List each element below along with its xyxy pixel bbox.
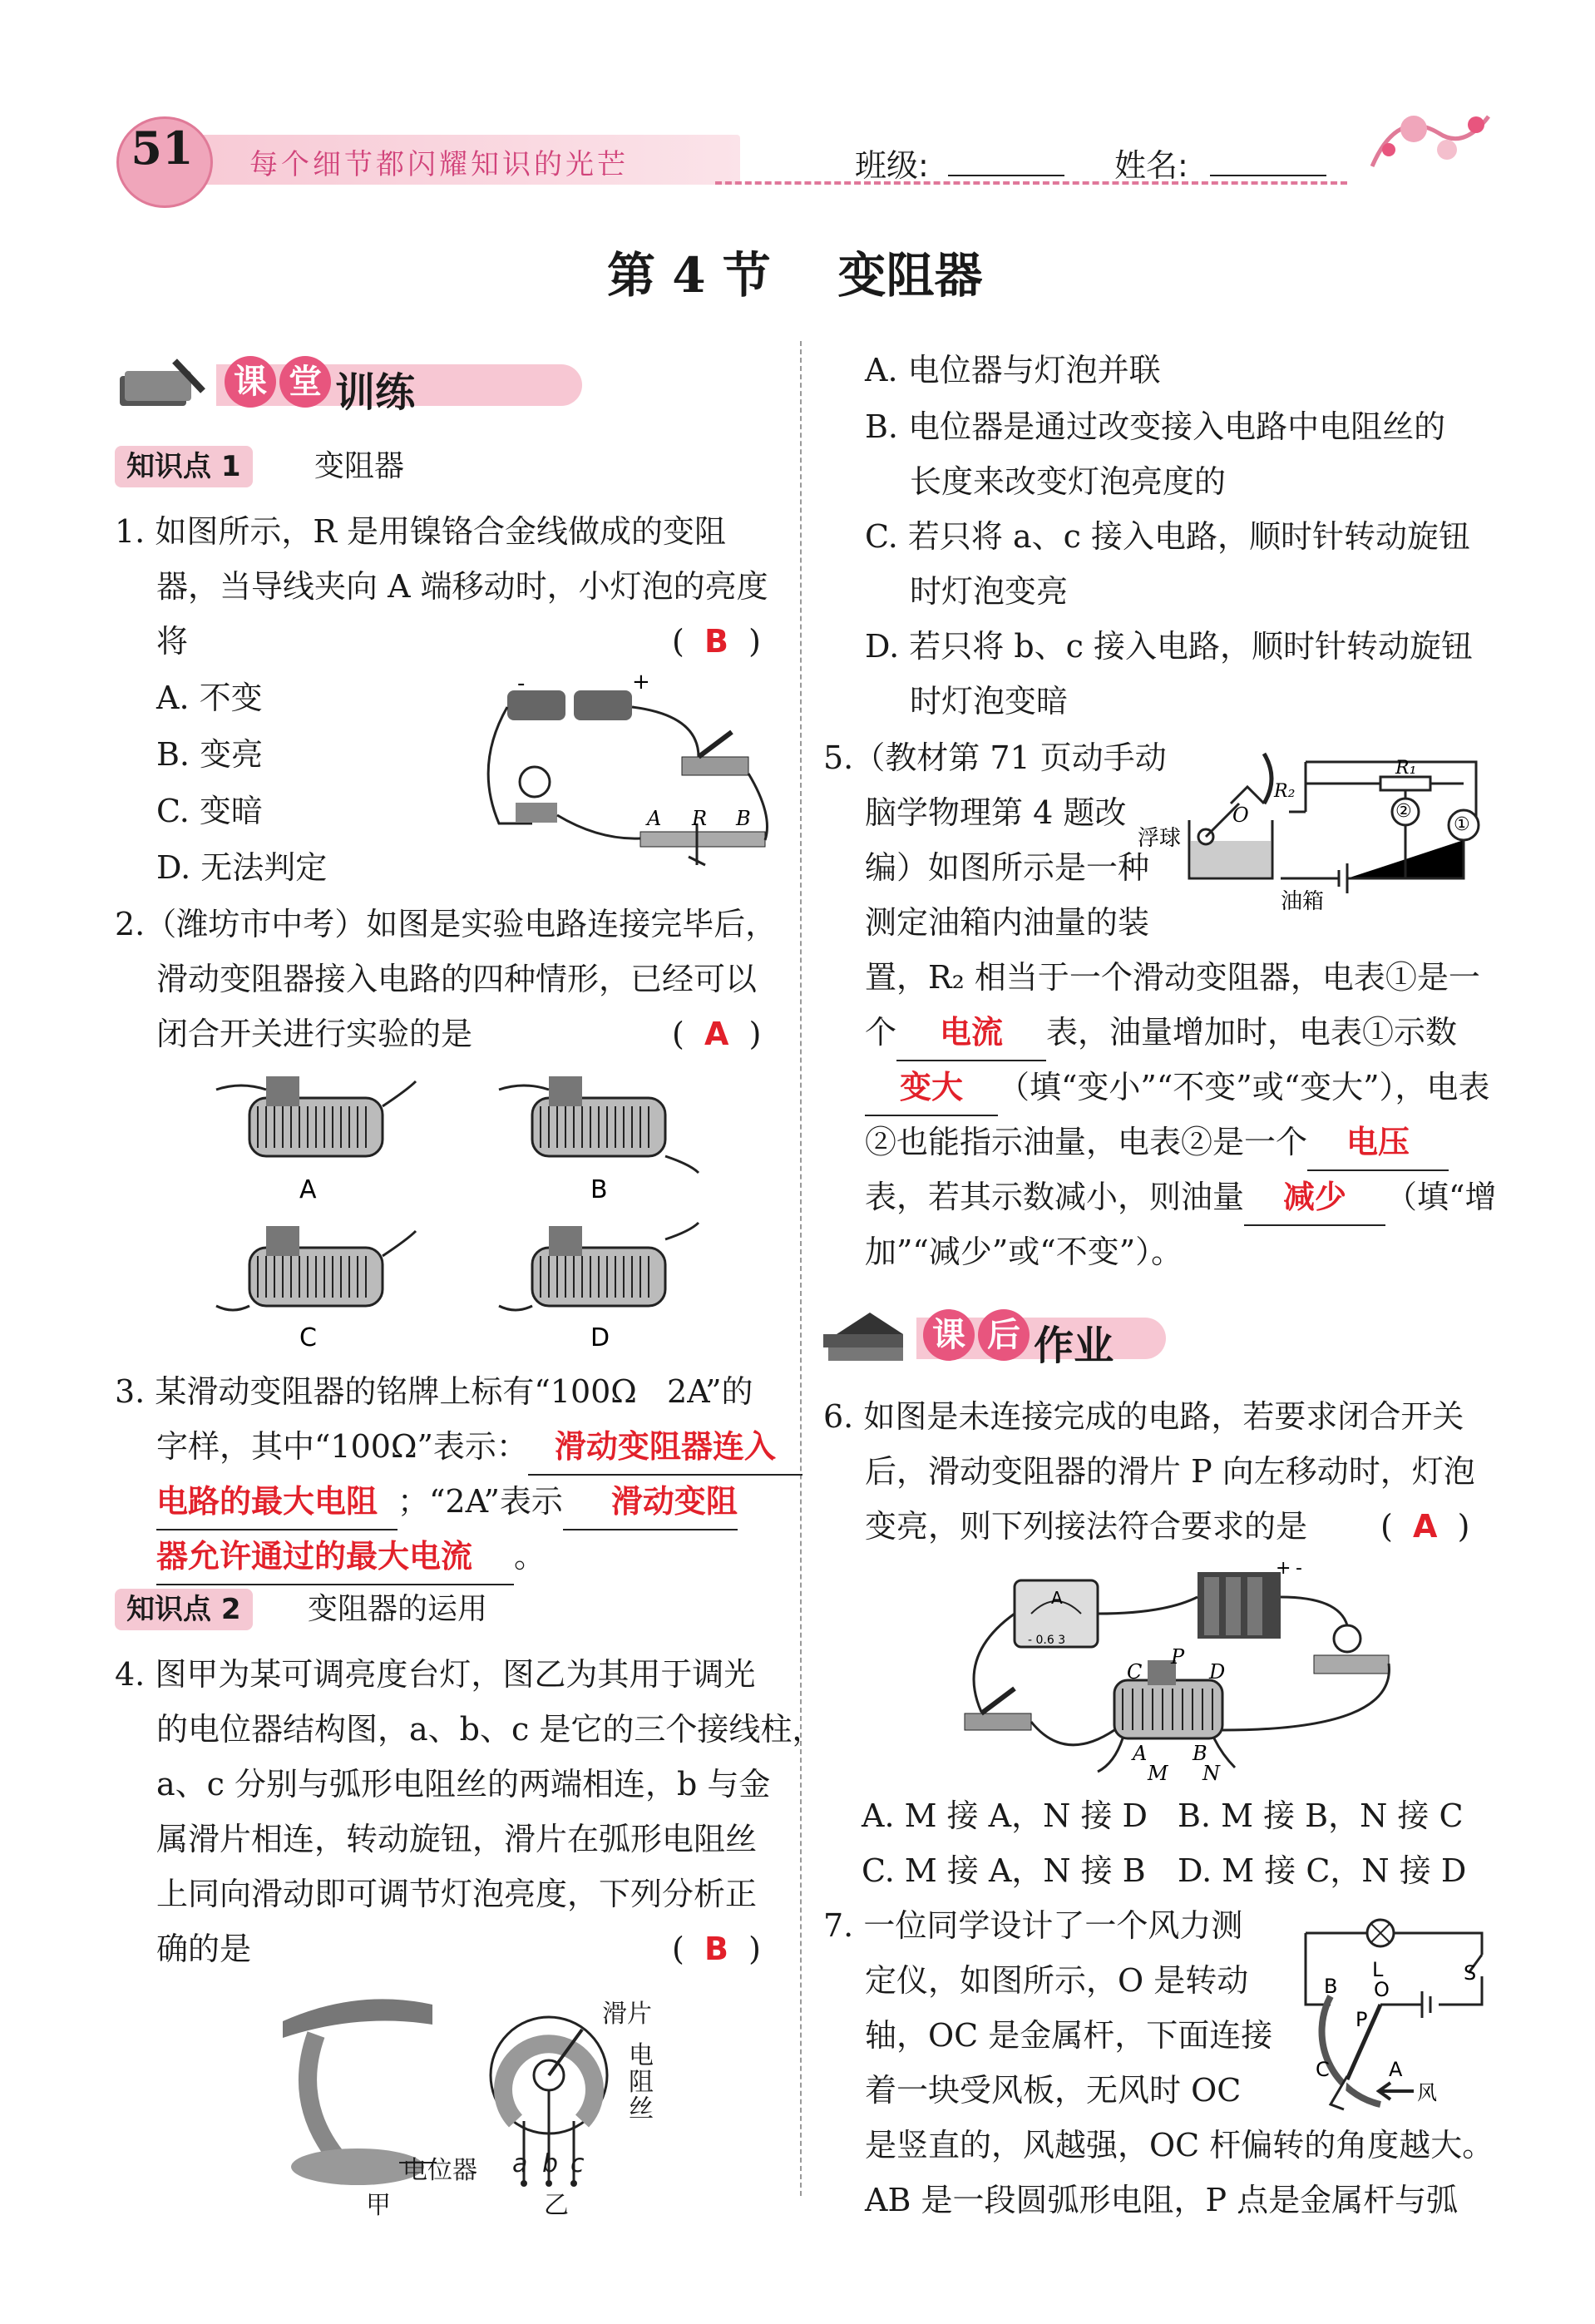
q6-line2: 后，滑动变阻器的滑片 P 向左移动时，灯泡 [865,1453,1475,1490]
q5-line5: 置，R₂ 相当于一个滑动变阻器，电表①是一 [865,959,1480,996]
q5-answer-3: 电压 [1307,1115,1449,1171]
q2-fig-label-a: A [299,1175,317,1204]
q2-answer: A [704,1016,729,1052]
q5-line8: ②也能指示油量，电表②是一个 电压 [865,1115,1449,1171]
q1-option-c: C. 变暗 [156,793,263,829]
knowledge-title-1: 变阻器 [314,449,405,483]
q5-line1: 5.（教材第 71 页动手动 [823,739,1167,776]
q7-fig-a: A [1389,2058,1403,2081]
q7-fig-l: L [1372,1958,1384,1981]
q5-fig-meter2: ② [1395,801,1412,822]
q1-answer: B [704,623,728,660]
q4-fig-yi: 乙 [544,2191,569,2220]
q5-answer-1: 电流 [896,1005,1046,1061]
q7-fig-wind: 风 [1417,2081,1437,2104]
q2-answer-paren: ( A ) [672,1016,762,1052]
q5-line10: 加”“减少”或“不变”）。 [865,1234,1183,1270]
q1-fig-minus: - [517,671,526,696]
q4-line2: 的电位器结构图，a、b、c 是它的三个接线柱， [156,1711,824,1748]
q6-fig-minus: - [1296,1558,1302,1579]
q1-option-d: D. 无法判定 [156,849,328,886]
q1-line3: 将 [156,623,189,660]
q7-line1: 7. 一位同学设计了一个风力测 [823,1907,1243,1944]
books-icon [820,1311,911,1364]
q6-circuit-figure [948,1558,1397,1785]
page-number: 51 [131,121,194,175]
q6-line1: 6. 如图是未连接完成的电路，若要求闭合开关 [823,1398,1464,1435]
name-field[interactable] [1210,175,1326,176]
header-slogan: 每个细节都闪耀知识的光芒 [249,148,629,181]
q4-answer-paren: ( B ) [672,1931,761,1967]
q6-fig-n: N [1202,1762,1220,1785]
rheostat-c [216,1226,416,1310]
q4-option-d-l1: D. 若只将 b、c 接入电路，顺时针转动旋钮 [865,628,1474,665]
q4-fig-jia: 甲 [366,2191,391,2220]
q6-line3: 变亮，则下列接法符合要求的是 [865,1508,1308,1545]
q4-option-d-l2: 时灯泡变暗 [910,683,1069,719]
q6-fig-c: C [1127,1660,1143,1684]
q6-option-a: A. M 接 A，N 接 D [862,1797,1148,1834]
q6-fig-d: D [1209,1660,1226,1684]
q6-fig-b: B [1193,1742,1207,1765]
rheostat-a [216,1076,416,1156]
class-label: 班级: [855,147,929,184]
q4-fig-a: a [512,2149,528,2178]
knowledge-title-2: 变阻器的运用 [308,1592,488,1626]
q6-option-b: B. M 接 B，N 接 C [1178,1797,1464,1834]
q6-fig-m: M [1148,1762,1168,1785]
q3-line3: 电路的最大电阻 ；“2A”表示 滑动变阻 [156,1474,738,1530]
q4-option-c-l2: 时灯泡变亮 [910,573,1069,610]
flower-ornament-icon [1364,91,1497,191]
q5-line4: 测定油箱内油量的装 [865,904,1150,941]
q5-answer-2: 变大 [865,1060,998,1116]
q1-option-a: A. 不变 [156,680,263,716]
q7-line5: 是竖直的，风越强，OC 杆偏转的角度越大。 [865,2127,1494,2163]
q3-line4: 器允许通过的最大电流 。 [156,1529,546,1585]
q7-line6: AB 是一段圆弧形电阻，P 点是金属杆与弧 [865,2182,1459,2218]
q6-option-c: C. M 接 A，N 接 B [862,1852,1146,1889]
q1-fig-a: A [647,807,662,830]
rheostat-d [499,1223,699,1310]
q5-fig-o: O [1232,804,1249,827]
q7-fig-s: S [1464,1961,1477,1985]
q5-oil-gauge-figure [1138,754,1489,920]
q4-fig-wire-label: 电阻丝 [629,2041,654,2124]
q1-line2: 器，当导线夹向 A 端移动时，小灯泡的亮度 [156,568,768,605]
section-title: 课 堂 训练 [225,356,415,418]
q6-option-d: D. M 接 C，N 接 D [1178,1852,1467,1889]
q7-fig-b: B [1324,1975,1338,1998]
q7-fig-p: P [1356,2008,1368,2031]
q6-fig-scale: - 0.6 3 [1028,1634,1066,1647]
knowledge-tag-1: 知识点 1 [115,446,253,487]
q7-fig-o: O [1374,1978,1390,2001]
q4-answer: B [704,1931,728,1967]
q2-line3: 闭合开关进行实验的是 [156,1016,473,1052]
q2-fig-label-d: D [590,1323,610,1352]
q2-fig-label-b: B [590,1175,608,1204]
q6-fig-p: P [1171,1645,1185,1669]
q4-fig-pot-label: 电位器 [402,2156,477,2185]
q7-wind-meter-figure [1297,1913,1497,2113]
q2-fig-label-c: C [299,1323,317,1352]
column-divider [800,341,802,2196]
q3-answer-1a: 滑动变阻器连入 [528,1419,802,1476]
q1-line1: 1. 如图所示，R 是用镍铬合金线做成的变阻 [115,513,727,550]
knowledge-tag-2: 知识点 2 [115,1589,253,1630]
q7-line4: 着一块受风板，无风时 OC [865,2072,1242,2109]
q5-fig-r2: R₂ [1274,781,1296,802]
q4-line4: 属滑片相连，转动旋钮，滑片在弧形电阻丝 [156,1821,758,1857]
q5-fig-tank: 油箱 [1281,889,1325,914]
q4-line3: a、c 分别与弧形电阻丝的两端相连，b 与金 [156,1766,771,1802]
q5-line2: 脑学物理第 4 题改 [865,794,1127,831]
q6-fig-plus: + [1276,1558,1291,1579]
q5-line7: 变大 （填“变小”“不变”或“变大”），电表 [865,1060,1490,1116]
name-label: 姓名: [1114,147,1188,184]
q3-line1: 3. 某滑动变阻器的铭牌上标有“100Ω 2A”的 [115,1373,753,1410]
q4-fig-slider-label: 滑片 [602,2000,652,2029]
q5-fig-r1: R₁ [1395,758,1417,779]
q5-line6: 个 电流 表，油量增加时，电表①示数 [865,1005,1457,1061]
q4-option-b-l1: B. 电位器是通过改变接入电路中电阻丝的 [865,408,1446,445]
page-title: 第 4 节 变阻器 [607,247,983,304]
q2-line2: 滑动变阻器接入电路的四种情形，已经可以 [156,961,758,997]
q4-line6: 确的是 [156,1931,252,1967]
pen-notebook-icon [116,358,208,411]
q2-rheostat-figures [216,1073,715,1352]
q5-fig-float: 浮球 [1138,826,1182,851]
q4-option-c-l1: C. 若只将 a、c 接入电路，顺时针转动旋钮 [865,518,1470,555]
q1-option-b: B. 变亮 [156,736,264,773]
q5-fig-meter1: ① [1454,814,1470,835]
q2-line1: 2.（潍坊市中考）如图是实验电路连接完毕后， [115,906,778,942]
q6-answer-paren: ( A ) [1380,1508,1470,1545]
header-dashes [715,181,1347,185]
q4-line5: 上同向滑动即可调节灯泡亮度，下列分析正 [156,1876,758,1912]
q3-answer-2a: 滑动变阻 [563,1474,738,1530]
q4-option-a: A. 电位器与灯泡并联 [865,352,1161,388]
q4-fig-b: b [542,2149,559,2178]
q4-fig-c: c [570,2149,585,2178]
q6-fig-meter: A [1051,1588,1063,1608]
q7-line3: 轴，OC 是金属杆，下面连接 [865,2017,1273,2054]
q7-fig-c: C [1316,2058,1330,2081]
rheostat-b [499,1076,699,1173]
q1-answer-paren: ( B ) [672,623,761,660]
q4-line1: 4. 图甲为某可调亮度台灯，图乙为其用于调光 [115,1656,756,1693]
class-field[interactable] [948,175,1064,176]
section-title: 课 后 作业 [923,1309,1114,1371]
q1-fig-plus: + [632,670,650,695]
q3-answer-2b: 器允许通过的最大电流 [156,1529,514,1585]
q1-fig-r: R [692,807,708,830]
q5-line3: 编）如图所示是一种 [865,849,1150,886]
q5-line9: 表，若其示数减小，则油量 减少 （填“增 [865,1169,1496,1226]
q3-answer-1b: 电路的最大电阻 [156,1474,398,1530]
q1-fig-b: B [736,807,751,830]
q5-answer-4: 减少 [1244,1169,1385,1226]
q6-fig-a: A [1133,1742,1148,1765]
q6-answer: A [1413,1508,1438,1545]
q4-option-b-l2: 长度来改变灯泡亮度的 [910,463,1227,500]
q1-circuit-figure [482,670,782,865]
q7-line2: 定仪，如图所示，O 是转动 [865,1962,1249,1999]
q3-line2: 字样，其中“100Ω”表示： 滑动变阻器连入 [156,1419,802,1476]
